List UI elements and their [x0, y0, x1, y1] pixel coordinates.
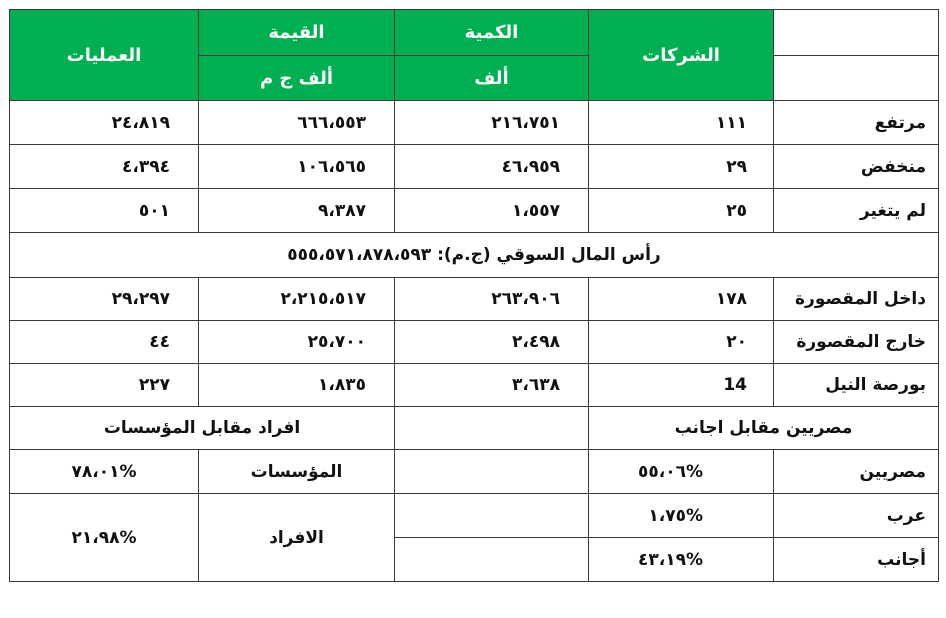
market-cap-row	[10, 233, 939, 278]
nationality-pct: %٥٥،٠٦	[589, 450, 774, 494]
operations-cell: ٢٢٧	[10, 364, 199, 407]
investor-pct: %٧٨،٠١	[10, 450, 199, 494]
quantity-cell: ٢،٤٩٨	[395, 321, 589, 364]
header-blank-cell	[774, 10, 939, 56]
companies-cell: 14	[589, 364, 774, 407]
companies-cell: ١٧٨	[589, 278, 774, 321]
operations-cell: ٢٤،٨١٩	[10, 101, 199, 145]
value-cell: ٩،٣٨٧	[199, 189, 395, 233]
operations-cell: ٢٩،٢٩٧	[10, 278, 199, 321]
spacer-cell	[395, 407, 589, 450]
quantity-cell: ١،٥٥٧	[395, 189, 589, 233]
value-cell: ١،٨٣٥	[199, 364, 395, 407]
operations-cell: ٥٠١	[10, 189, 199, 233]
table-row	[10, 321, 939, 364]
table-row	[10, 189, 939, 233]
nationality-label: أجانب	[774, 538, 939, 582]
value-cell: ٦٦٦،٥٥٣	[199, 101, 395, 145]
quantity-cell: ٢٦٣،٩٠٦	[395, 278, 589, 321]
header-value: القيمة	[199, 10, 395, 56]
nationality-pct: %١،٧٥	[589, 494, 774, 538]
header-quantity: الكمية	[395, 10, 589, 56]
spacer-cell	[395, 494, 589, 538]
ownership-row	[10, 494, 939, 538]
header-quantity-unit: ألف	[395, 56, 589, 101]
table-row	[10, 101, 939, 145]
companies-cell: ١١١	[589, 101, 774, 145]
nationality-label: عرب	[774, 494, 939, 538]
investor-label: المؤسسات	[199, 450, 395, 494]
nationality-title: مصريين مقابل اجانب	[589, 407, 939, 450]
value-cell: ٢٥،٧٠٠	[199, 321, 395, 364]
operations-cell: ٤،٣٩٤	[10, 145, 199, 189]
table-row	[10, 145, 939, 189]
header-value-unit: ألف ج م	[199, 56, 395, 101]
nationality-label: مصريين	[774, 450, 939, 494]
companies-cell: ٢٥	[589, 189, 774, 233]
header-operations: العمليات	[10, 10, 199, 101]
market-cap: رأس المال السوقي (ج.م): ٥٥٥،٥٧١،٨٧٨،٥٩٣	[10, 233, 939, 278]
spacer-cell	[395, 538, 589, 582]
row-label: لم يتغير	[774, 189, 939, 233]
investor-type-title: افراد مقابل المؤسسات	[10, 407, 395, 450]
nationality-pct: %٤٣،١٩	[589, 538, 774, 582]
row-label: خارج المقصورة	[774, 321, 939, 364]
header-companies: الشركات	[589, 10, 774, 101]
value-cell: ٢،٢١٥،٥١٧	[199, 278, 395, 321]
spacer-cell	[395, 450, 589, 494]
row-label: داخل المقصورة	[774, 278, 939, 321]
row-label: بورصة النيل	[774, 364, 939, 407]
row-label: منخفض	[774, 145, 939, 189]
quantity-cell: ٢١٦،٧٥١	[395, 101, 589, 145]
table-row	[10, 364, 939, 407]
header-blank-cell-2	[774, 56, 939, 101]
quantity-cell: ٣،٦٣٨	[395, 364, 589, 407]
quantity-cell: ٤٦،٩٥٩	[395, 145, 589, 189]
operations-cell: ٤٤	[10, 321, 199, 364]
companies-cell: ٢٩	[589, 145, 774, 189]
header-row-1	[10, 10, 939, 56]
row-label: مرتفع	[774, 101, 939, 145]
ownership-title-row	[10, 407, 939, 450]
companies-cell: ٢٠	[589, 321, 774, 364]
investor-pct: %٢١،٩٨	[10, 494, 199, 582]
market-summary-table	[9, 9, 939, 582]
table-row	[10, 278, 939, 321]
ownership-row	[10, 450, 939, 494]
value-cell: ١٠٦،٥٦٥	[199, 145, 395, 189]
investor-label: الافراد	[199, 494, 395, 582]
